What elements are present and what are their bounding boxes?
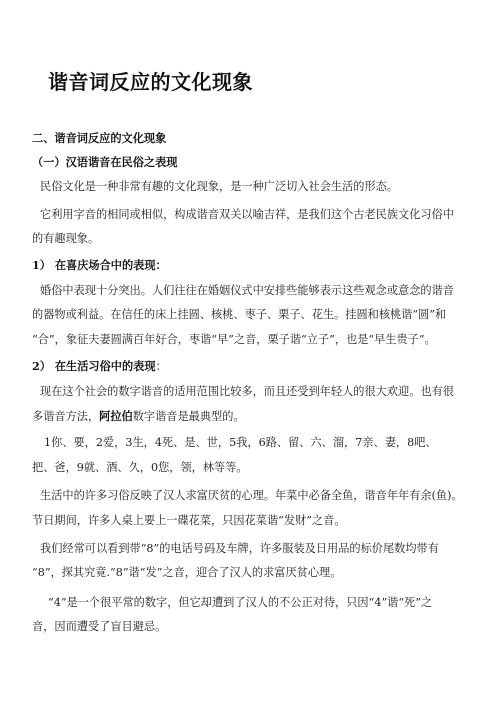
- list-heading-1: 1） 在喜庆场合中的表现：: [32, 258, 167, 272]
- paragraph-line: 生活中的许多习俗反映了汉人求富厌贫的心理。年菜中必备全鱼，谐音年年有余(鱼)。: [40, 489, 463, 502]
- list-heading-2: [32, 359, 476, 374]
- paragraph-line: 把、爸，9就、酒、久，0您，领，林等等。: [32, 461, 248, 474]
- list-heading-2-colon: ：: [155, 360, 167, 373]
- paragraph-line: 婚俗中表现十分突出。人们往往在婚姻仪式中安排些能够表示这些观念或意念的谐音: [40, 284, 454, 297]
- paragraph-line: “8”，探其究竟.“8”谐“发”之音，迎合了汉人的求富厌贫心理。: [32, 566, 342, 579]
- page-title: 谐音词反应的文化现象: [48, 70, 253, 94]
- paragraph-line: 节日期间，许多人桌上要上一碟花菜，只因花菜谐“发财”之音。: [32, 514, 346, 527]
- paragraph-line: [32, 409, 476, 424]
- paragraph-line: 的有趣现象。: [32, 232, 100, 245]
- section-heading: 二、谐音词反应的文化现象: [32, 131, 167, 145]
- paragraph-line: 音，因而遭受了盲目避忌。: [32, 620, 167, 633]
- paragraph-line: 它利用字音的相同或相似，构成谐音双关以喻吉祥，是我们这个古老民族文化习俗中: [40, 208, 454, 221]
- subsection-heading: （一）汉语谐音在民俗之表现: [32, 155, 178, 169]
- list-heading-2-label: 2） 在生活习俗中的表现: [32, 359, 156, 373]
- paragraph-line: 现在这个社会的数字谐音的适用范围比较多，而且还受到年轻人的很大欢迎。也有很: [40, 385, 454, 398]
- paragraph-line: 的器物或利益。在信任的床上挂圆、核桃、枣子、栗子、花生。挂圆和核桃谐“圆”和: [32, 308, 447, 321]
- text-run: 多谐音方法，: [32, 410, 100, 423]
- paragraph-line: 我们经常可以看到带“8”的电话号码及车牌，许多服装及日用品的标价尾数均带有: [40, 542, 439, 555]
- highlight-term: 阿拉伯: [99, 409, 133, 423]
- text-run: 数字谐音是最典型的。: [132, 410, 245, 423]
- paragraph-line: “4”是一个很平常的数字，但它却遭到了汉人的不公正对待，只因“4”谐“死”之: [48, 596, 433, 609]
- paragraph-line: 民俗文化是一种非常有趣的文化现象，是一种广泛切入社会生活的形态。: [40, 180, 399, 193]
- paragraph-line: “合”，象征夫妻圆满百年好合，枣谐“早”之音，栗子谐“立子”，也是“早生贵子”。: [32, 333, 436, 346]
- paragraph-line: 1你、要，2爱，3生，4死、是、世，5我，6路、留、六、溜，7亲、妻，8吧、: [44, 436, 437, 449]
